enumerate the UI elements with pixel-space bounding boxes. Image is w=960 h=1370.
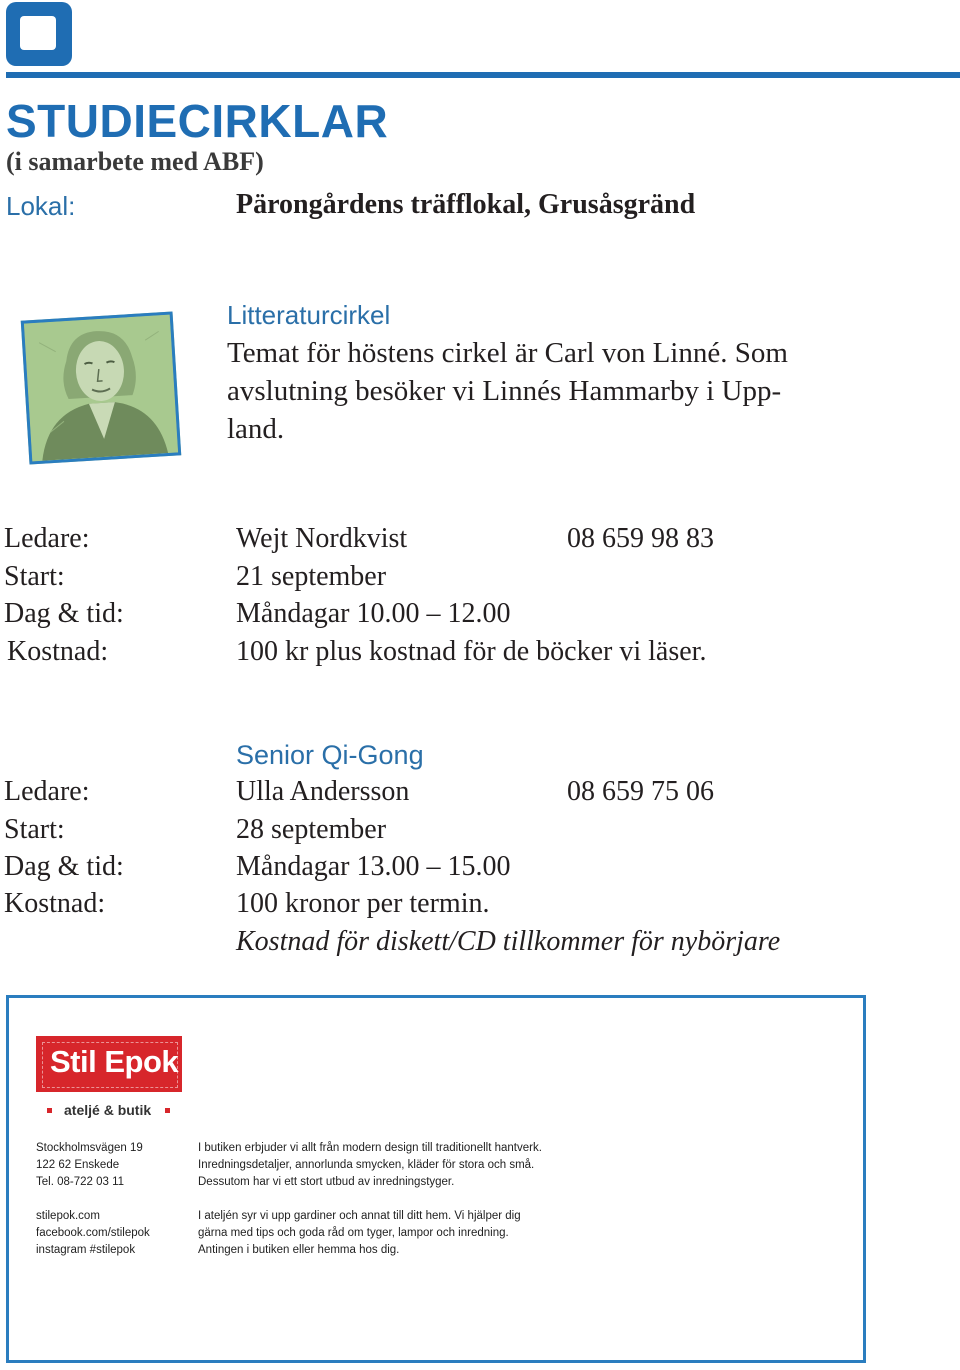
- ad-address-line: Stockholmsvägen 19: [36, 1142, 143, 1154]
- litteratur-kostnad-value: 100 kr plus kostnad för de böcker vi läser.: [236, 636, 707, 667]
- qigong-ledare-label: Ledare:: [4, 776, 90, 807]
- qigong-ledare-phone: 08 659 75 06: [567, 776, 714, 807]
- qigong-note: Kostnad för diskett/CD tillkommer för nybörjare: [236, 926, 781, 957]
- ad-address-line: 122 62 Enskede: [36, 1159, 120, 1171]
- qigong-start-value: 28 september: [236, 814, 387, 845]
- header-logo-icon: [6, 2, 72, 66]
- ad-website-link[interactable]: stilepok.com: [36, 1210, 100, 1222]
- stil-epok-logo-text: Stil Epok: [50, 1044, 179, 1079]
- qigong-kostnad-value: 100 kronor per termin.: [236, 888, 490, 919]
- litteratur-dagtid-value: Måndagar 10.00 – 12.00: [236, 598, 511, 629]
- litteratur-description-line: avslutning besöker vi Linnés Hammarby i Upp-: [227, 375, 782, 407]
- ad-shop-text: [198, 1140, 542, 1191]
- litteratur-ledare-phone: 08 659 98 83: [567, 523, 714, 554]
- litteratur-description-line: land.: [227, 413, 285, 445]
- ad-phone: Tel. 08-722 03 11: [36, 1176, 125, 1188]
- logo-stitch-border: [42, 1042, 178, 1088]
- qigong-ledare-value: Ulla Andersson: [236, 776, 410, 807]
- litteratur-dagtid-label: Dag & tid:: [4, 598, 124, 629]
- ad-shop-line: Dessutom har vi ett stort utbud av inredningstyger.: [198, 1176, 455, 1188]
- stil-epok-tagline-row: [36, 1098, 182, 1124]
- ad-shop-line: Inredningsdetaljer, annorlunda smycken, kläder för stora och små.: [198, 1159, 535, 1171]
- ad-web-links: [36, 1208, 150, 1259]
- ad-instagram-link[interactable]: instagram #stilepok: [36, 1244, 136, 1256]
- ad-facebook-link[interactable]: facebook.com/stilepok: [36, 1227, 150, 1239]
- ad-atelier-line: I ateljén syr vi upp gardiner och annat till ditt hem. Vi hjälper dig: [198, 1210, 521, 1222]
- litteratur-start-label: Start:: [4, 561, 65, 592]
- litteratur-heading: Litteraturcirkel: [227, 300, 391, 330]
- litteratur-kostnad-label: Kostnad:: [7, 636, 109, 667]
- ad-address: [36, 1140, 143, 1191]
- page-subtitle: (i samarbete med ABF): [6, 147, 264, 176]
- lokal-label: Lokal:: [6, 191, 76, 221]
- litteratur-description: [227, 334, 827, 448]
- stil-epok-tagline: ateljé & butik: [64, 1102, 152, 1118]
- stil-epok-logo: [36, 1036, 182, 1092]
- lokal-value: Pärongårdens träfflokal, Grusåsgränd: [236, 189, 696, 220]
- qigong-dagtid-value: Måndagar 13.00 – 15.00: [236, 851, 511, 882]
- linne-portrait-image: [21, 311, 182, 464]
- ad-atelier-line: Antingen i butiken eller hemma hos dig.: [198, 1244, 400, 1256]
- litteratur-ledare-label: Ledare:: [4, 523, 90, 554]
- qigong-dagtid-label: Dag & tid:: [4, 851, 124, 882]
- qigong-start-label: Start:: [4, 814, 65, 845]
- ad-atelier-text: [198, 1208, 521, 1259]
- ad-atelier-line: gärna med tips och goda råd om tyger, lampor och inredning.: [198, 1227, 509, 1239]
- qigong-kostnad-label: Kostnad:: [4, 888, 106, 919]
- page-title: STUDIECIRKLAR: [6, 95, 389, 147]
- litteratur-ledare-value: Wejt Nordkvist: [236, 523, 408, 554]
- header-rule: [6, 72, 960, 78]
- litteratur-start-value: 21 september: [236, 561, 387, 592]
- tagline-square-icon: [47, 1108, 52, 1113]
- qigong-heading: Senior Qi-Gong: [236, 740, 424, 770]
- tagline-square-icon: [165, 1108, 170, 1113]
- litteratur-description-line: Temat för höstens cirkel är Carl von Linné. Som: [227, 337, 788, 369]
- ad-shop-line: I butiken erbjuder vi allt från modern design till traditionellt hantverk.: [198, 1142, 542, 1154]
